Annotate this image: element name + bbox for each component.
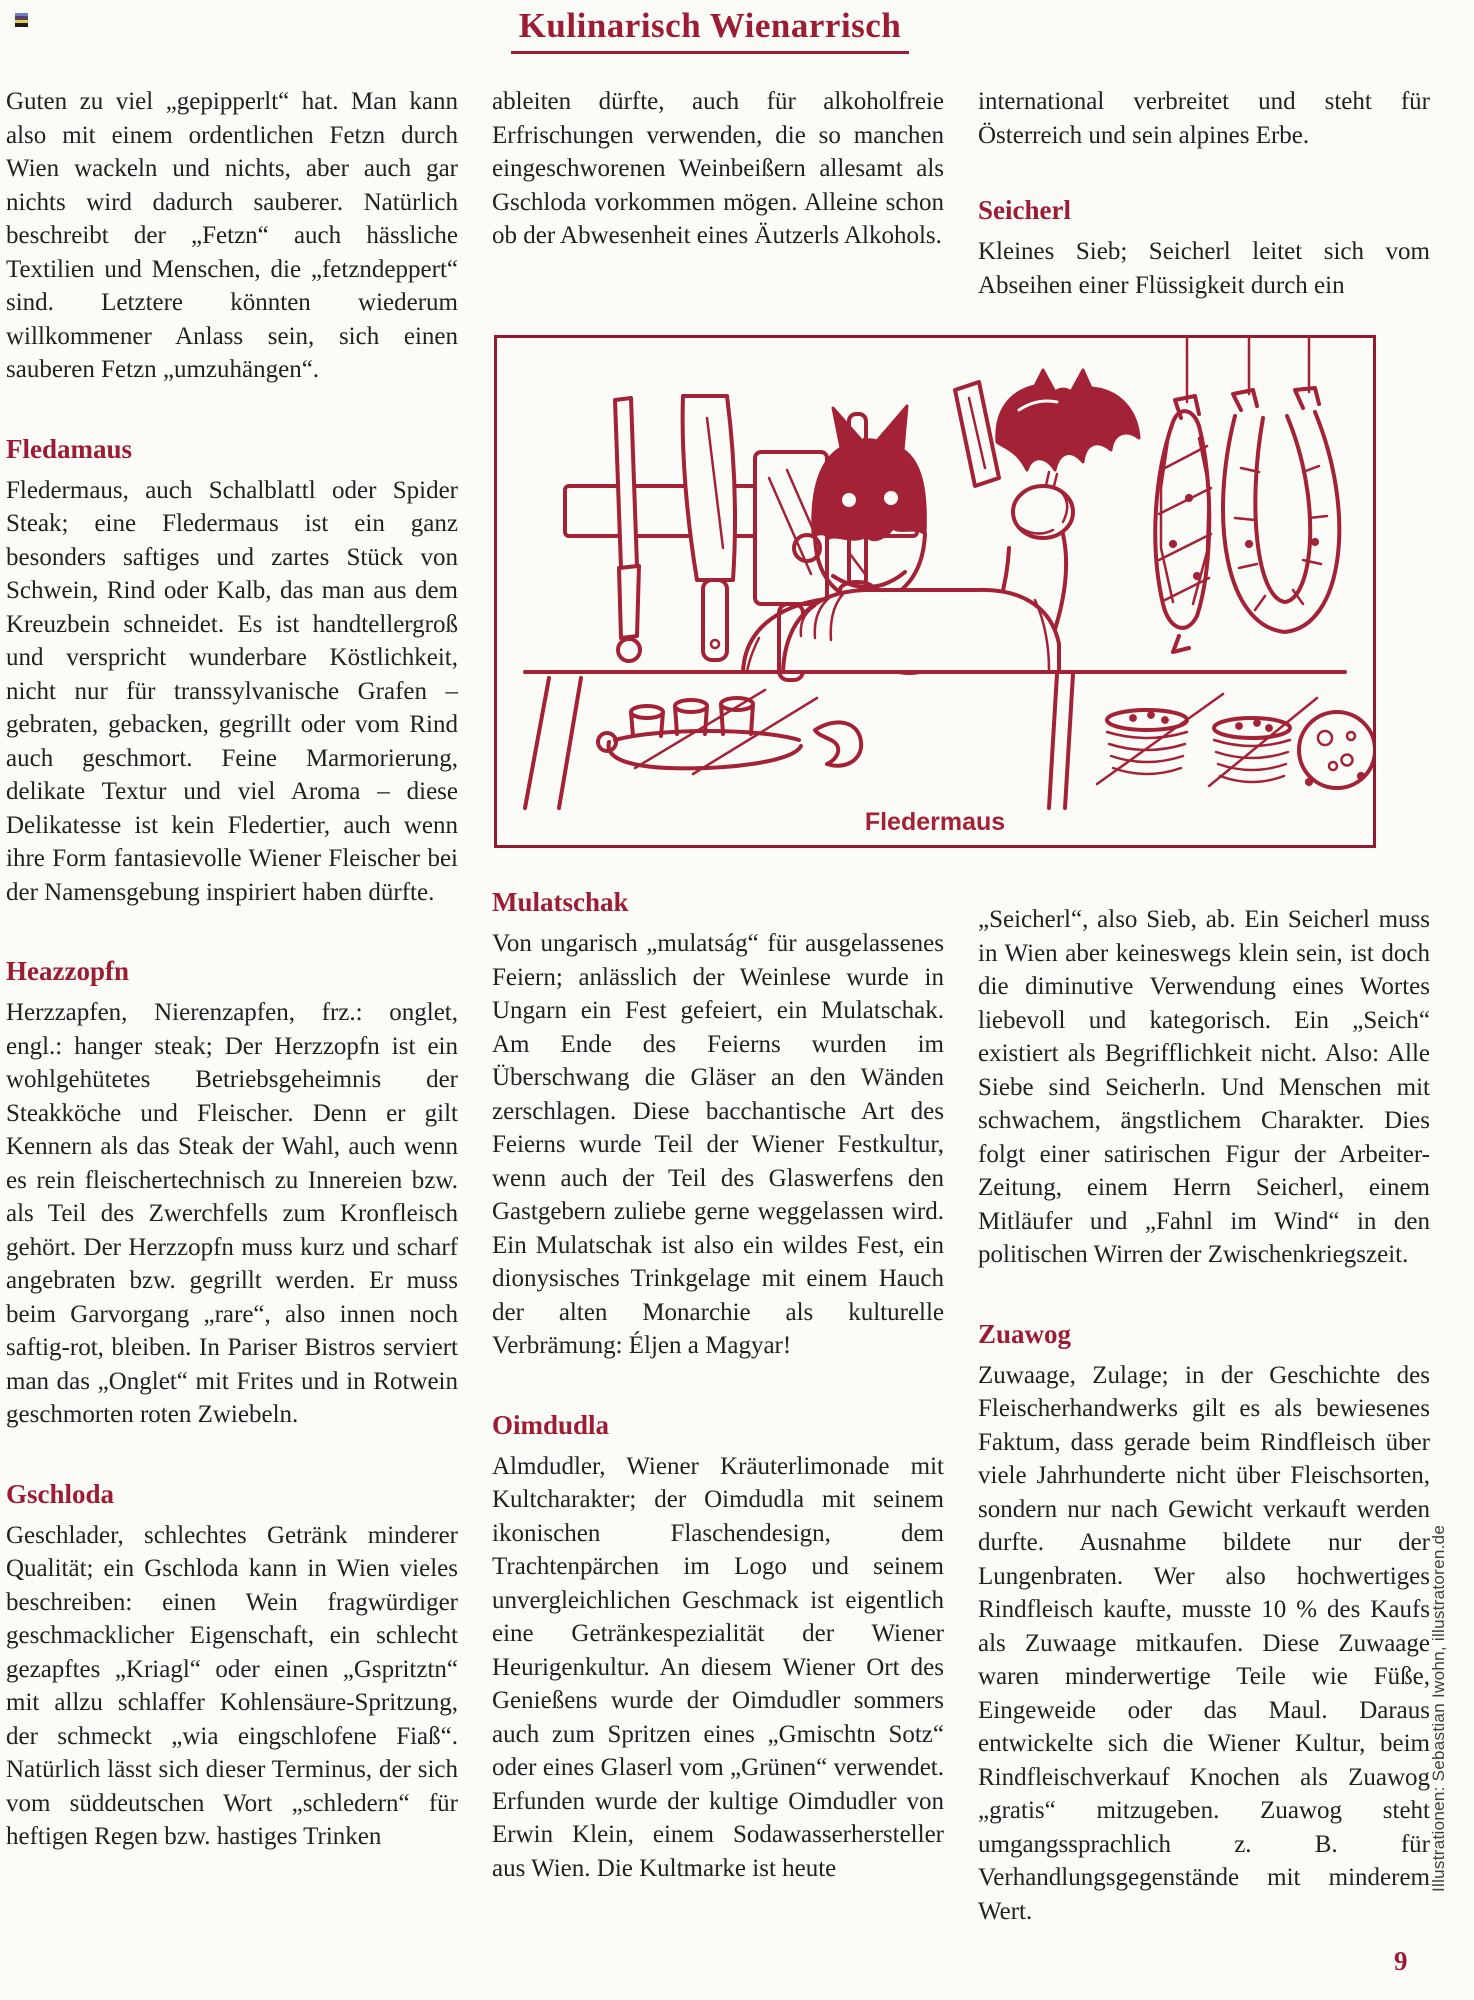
sharpening-steel-icon xyxy=(615,398,637,568)
paragraph-seicherl-continuation: „Seicherl“, also Sieb, ab. Ein Seicherl muss in Wien aber keineswegs klein sein, ist doch die diminutive Verwendung eines Wortes liebevoll und kategorisch. Ein „Seich“ existiert als Begrifflichkeit nicht. Also: Alle Siebe sind Seicherln. Und Menschen mit schwachem, ängstlichem Charakter. Dies folgt einer satirischen Figur der Arbeiter-Zeitung, einem Herrn Seicherl, einem Mitläufer und „Fahnl im Wind“ in den politischen Wirren der Zwischenkriegszeit. xyxy=(978,906,1430,1268)
paragraph-mulatschak: Von ungarisch „mulatság“ für ausgelassenes Feiern; anlässlich der Weinlese wurde in Ungarn ein Fest gefeiert, ein Mulatschak. Am Ende des Feierns wurden im Überschwang die Gläser an den Wänden zerschlagen. Diese bacchantische Art des Feierns wurde Teil der Wiener Festkultur, wenn auch der Teil des Glaswerfens den Gastgebern zuliebe gerne weggelassen wird. Ein Mulatschak ist also ein wildes Fest, ein dionysisches Trinkgelage mit einem Hauch der alten Monarchie als kulturelle Verbrämung: Éljen a Magyar! xyxy=(492,930,944,1359)
batman-cowl xyxy=(813,406,926,540)
fledermaus-illustration xyxy=(494,335,1376,848)
sausage-cup xyxy=(631,706,663,718)
display-counter xyxy=(525,674,1373,808)
paragraph-zuawog: Zuwaage, Zulage; in der Geschichte des Fleischerhandwerks gilt es als bewiesenes Faktum, dass gerade beim Rindfleisch über viele Jahrhunderte nicht über Fleischsorten, sondern nur nach Gewicht verkauft werden durfte. Ausnahme bildete nur der Lungenbraten. Wer also hochwertiges Rindfleisch kaufte, musste 10 % des Kaufs als Zuwaage mitkaufen. Diese Zuwaage waren minderwertige Teile wie Füße, Eingeweide oder das Maul. Daraus entwickelte sich die Wiener Kultur, beim Rindfleischverkauf Knochen als Zuawog „gratis“ mitzugeben. Zuawog steht umgangssprachlich z. B. für Verhandlungsgegenstände mit minderem Wert. xyxy=(978,1361,1430,1925)
paragraph-seicherl-start: Kleines Sieb; Seicherl leitet sich vom Abseihen einer Flüssigkeit durch ein xyxy=(978,238,1430,299)
paragraph-oimdudla: Almdudler, Wiener Kräuterlimonade mit Kultcharakter; der Oimdudla mit seinem ikonischen Flaschendesign, dem Trachtenpärchen im Logo und seinem unvergleichlichen Geschmack ist eigentlich eine Getränkespezialität der Wiener Heurigenkultur. An diesem Wiener Ort des Genießens wurde der Oimdudler sommers auch zum Spritzen eines „Gmischtn Sotz“ oder eines Glaserl vom „Grünen“ verwendet. Erfunden wurde der kultige Oimdudler von Erwin Klein, einem Sodawasserhersteller aus Wien. Die Kultmarke ist heute xyxy=(492,1452,944,1882)
paragraph-oimdudla-continuation: international verbreitet und steht für Österreich und sein alpines Erbe. xyxy=(978,88,1430,149)
column-2-top xyxy=(492,85,944,253)
entry-heading-seicherl: Seicherl xyxy=(978,195,1071,225)
page-number: 9 xyxy=(1394,1946,1408,1976)
column-3-top xyxy=(978,85,1430,302)
entry-heading-fledamaus: Fledamaus xyxy=(6,433,133,464)
paragraph-fledamaus: Fledermaus, auch Schalblattl oder Spider Steak; eine Fledermaus ist ein ganz besonders saftiges und zartes Stück von Schwein, Rind oder Kalb, das man aus dem Kreuzbein schneidet. Es ist handtellergroß und verspricht wunderbare Köstlichkeit, nicht nur für transsylvanische Grafen – gebraten, gebacken, gegrillt oder vom Rind auch geschmort. Feine Marmorierung, delikate Textur und viel Aroma – diese Delikatesse ist kein Fledertier, auch wenn ihre Form fantasievolle Wiener Fleischer bei der Namensgebung inspiriert haben dürfte. xyxy=(6,476,458,906)
page-title: Kulinarisch Wienarrisch xyxy=(511,6,910,54)
paragraph-heazzopfn: Herzzapfen, Nierenzapfen, frz.: onglet, engl.: hanger steak; Der Herzzopfn ist ein wohlgehütetes Betriebsgeheimnis der Steakköche und Fleischer. Denn er gilt Kennern als das Steak der Wahl, auch wenn es rein fleischertechnisch zu Innereien bzw. als Teil des Zwerchfells zum Kronfleisch gehört. Der Herzzopfn muss kurz und scharf angebraten bzw. gegrillt werden. Er muss beim Garvorgang „rare“, also innen noch saftig-rot, bleiben. In Pariser Bistros serviert man das „Onglet“ mit Frites und in Rotwein geschmorten roten Zwiebeln. xyxy=(6,999,458,1428)
column-2-bottom xyxy=(492,886,944,1885)
curled-sausage xyxy=(815,722,861,765)
entry-heading-oimdudla: Oimdudla xyxy=(492,1409,610,1440)
column-3-bottom xyxy=(978,903,1430,1928)
illustration-caption: Fledermaus xyxy=(864,808,1006,836)
paragraph-gschloda: Geschlader, schlechtes Getränk minderer Qualität; ein Gschloda kann in Wien vieles beschreiben: einen Wein fragwürdiger geschmacklicher Eigenschaft, ein schlecht gezapftes „Kriagl“ oder einen „Gspritztn“ mit allzu schlaffer Kohlensäure-Spritzung, der schmeckt „wia eingschlofene Fiaß“. Natürlich lässt sich dieser Terminus, der sich vom süddeutschen Wort „schledern“ für heftigen Regen bzw. hastiges Trinken xyxy=(6,1521,458,1850)
case-frame xyxy=(525,678,581,808)
column-1 xyxy=(6,85,458,1854)
paragraph-gschloda-continuation: ableiten dürfte, auch für alkoholfreie Erfrischungen verwenden, die so manchen eingeschworenen Weinbeißern allesamt als Gschloda vorkommen mögen. Alleine schon ob der Abwesenheit eines Äutzerls Alkohols. xyxy=(492,88,944,249)
case-divider xyxy=(1049,674,1073,808)
butcher-cartoon xyxy=(497,338,1373,845)
illustrator-credit: Illustrationen: Sebastian Iwohn, illustratoren.de xyxy=(1429,1524,1448,1892)
entry-heading-heazzopfn: Heazzopfn xyxy=(6,956,129,986)
color-registration-strip-icon xyxy=(15,13,28,27)
paragraph-fetzn-continuation: Guten zu viel „gepipperlt“ hat. Man kann also mit einem ordentlichen Fetzn durch Wien wackeln und nichts, aber auch gar nichts wird dadurch sauberer. Natürlich beschreibt der „Fetzn“ auch hässliche Textilien und Menschen, die „fetzndeppert“ sind. Letztere könnten wiederum willkommener Anlass sein, sich einen sauberen Fetzn „umzuhängen“. xyxy=(6,88,458,383)
page-header xyxy=(355,6,1065,54)
entry-heading-gschloda: Gschloda xyxy=(6,1478,115,1509)
resting-arm xyxy=(783,590,1059,672)
hanging-sausages xyxy=(1155,338,1339,652)
entry-heading-zuawog: Zuawog xyxy=(978,1318,1072,1349)
bat-cleaver-icon xyxy=(997,370,1139,470)
entry-heading-mulatschak: Mulatschak xyxy=(492,887,629,917)
sausage-tray xyxy=(615,731,799,740)
